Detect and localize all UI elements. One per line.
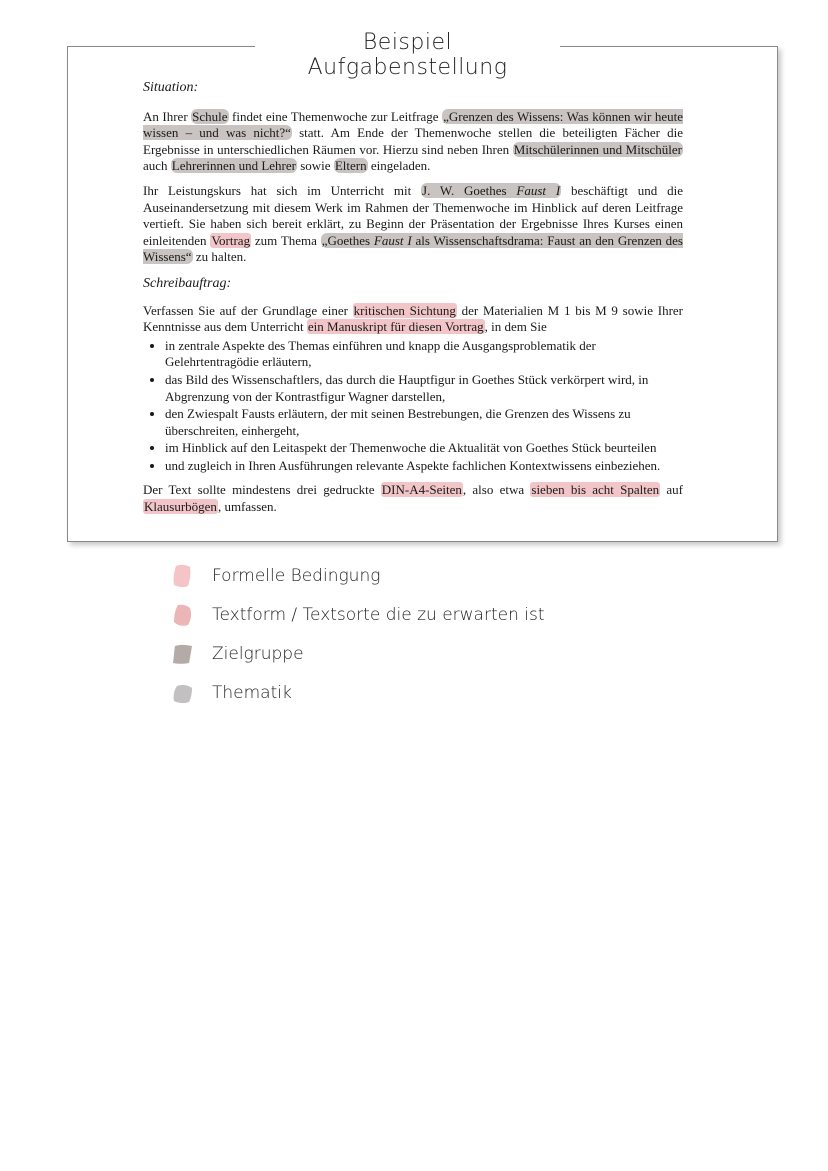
legend-item-thematik <box>170 680 545 706</box>
highlight-zielgruppe: Lehrerinnen und Lehrer <box>171 158 296 174</box>
highlight-zielgruppe: Eltern <box>334 158 367 174</box>
situation-paragraph-1: An Ihrer Schule findet eine Themenwoche zur Leitfrage „Grenzen des Wissens: Was können wir heute wissen – und was nicht?“ statt. Am Ende der Themenwoche stellen die beteiligten Fächer die Ergebnisse in unterschiedlichen Räumen vor. Hierzu sind neben Ihren Mitschülerinnen und Mitschüler auch Lehrerinnen und Lehrer sowie Eltern eingeladen. <box>143 108 683 174</box>
situation-heading: Situation: <box>143 80 199 95</box>
highlight-zielgruppe: Mitschülerinnen und Mitschüler <box>513 141 683 157</box>
legend-label: Formelle Bedingung <box>212 566 381 586</box>
highlight-thematik: J. W. Goethes Faust I <box>422 182 561 198</box>
brush-swatch-icon <box>170 680 196 706</box>
legend-item-formell <box>170 563 545 589</box>
legend-item-textform <box>170 602 545 628</box>
legend-label: Zielgruppe <box>212 644 304 664</box>
list-item: • den Zwiespalt Fausts erläutern, der mit seinen Bestrebungen, die Grenzen des Wissens zu überschreiten, einhergeht, <box>165 406 683 439</box>
list-item: • im Hinblick auf den Leitaspekt der Themenwoche die Aktualität von Goethes Stück beurteilen <box>165 440 683 457</box>
highlight-textform: ein Manuskript für diesen Vortrag <box>307 319 484 335</box>
highlight-formell: kritischen Sichtung <box>353 302 456 318</box>
legend <box>170 563 545 719</box>
highlight-formell: sieben bis acht Spalten <box>531 482 660 498</box>
list-item: • das Bild des Wissenschaftlers, das durch die Hauptfigur in Goethes Stück verkörpert wird, in Abgrenzung von der Kontrastfigur Wagner darstellen, <box>165 372 683 405</box>
brush-swatch-icon <box>170 641 196 667</box>
legend-label: Textform / Textsorte die zu erwarten ist <box>212 605 545 625</box>
situation-paragraph-2: Ihr Leistungskurs hat sich im Unterricht mit J. W. Goethes Faust I beschäftigt und die Auseinandersetzung mit diesem Werk im Rahmen der Themenwoche im Hinblick auf deren Leitfrage vertieft. Sie haben sich bereit erklärt, zu Beginn der Präsentation der Ergebnisse Ihres Kurses einen einleitenden Vortrag zum Thema „Goethes Faust I als Wissenschaftsdrama: Faust an den Grenzen des Wissens“ zu halten. <box>143 182 683 265</box>
highlight-formell: Klausurbögen <box>144 499 217 515</box>
task-heading: Schreibauftrag: <box>143 275 232 291</box>
list-item: • in zentrale Aspekte des Themas einführen und knapp die Ausgangsproblematik der Gelehrtentragödie erläutern, <box>165 338 683 371</box>
brush-swatch-icon <box>170 602 196 628</box>
list-item: • und zugleich in Ihren Ausführungen relevante Aspekte fachlichen Kontextwissens einbeziehen. <box>165 458 683 475</box>
highlight-thematik: „Goethes Faust I als Wissenschaftsdrama: Faust an den Grenzen des Wissens“ <box>143 232 683 265</box>
task-intro: Verfassen Sie auf der Grundlage einer kritischen Sichtung der Materialien M 1 bis M 9 sowie Ihrer Kenntnisse aus dem Unterricht ein Manuskript für diesen Vortrag, in dem Sie <box>143 302 683 335</box>
page-title: Beispiel Aufgabenstellung <box>255 30 560 80</box>
brush-swatch-icon <box>170 563 196 589</box>
task-closing: Der Text sollte mindestens drei gedruckte DIN-A4-Seiten, also etwa sieben bis acht Spalten auf Klausurbögen, umfassen. <box>143 482 683 515</box>
highlight-textform: Vortrag <box>211 232 251 248</box>
legend-item-zielgruppe <box>170 641 545 667</box>
legend-label: Thematik <box>212 683 292 703</box>
highlight-thematik: „Grenzen des Wissens: Was können wir heute wissen – und was nicht?“ <box>143 108 683 141</box>
highlight-zielgruppe: Schule <box>192 108 228 124</box>
task-list <box>143 338 683 475</box>
task-content <box>143 80 683 524</box>
highlight-formell: DIN-A4-Seiten <box>381 482 462 498</box>
